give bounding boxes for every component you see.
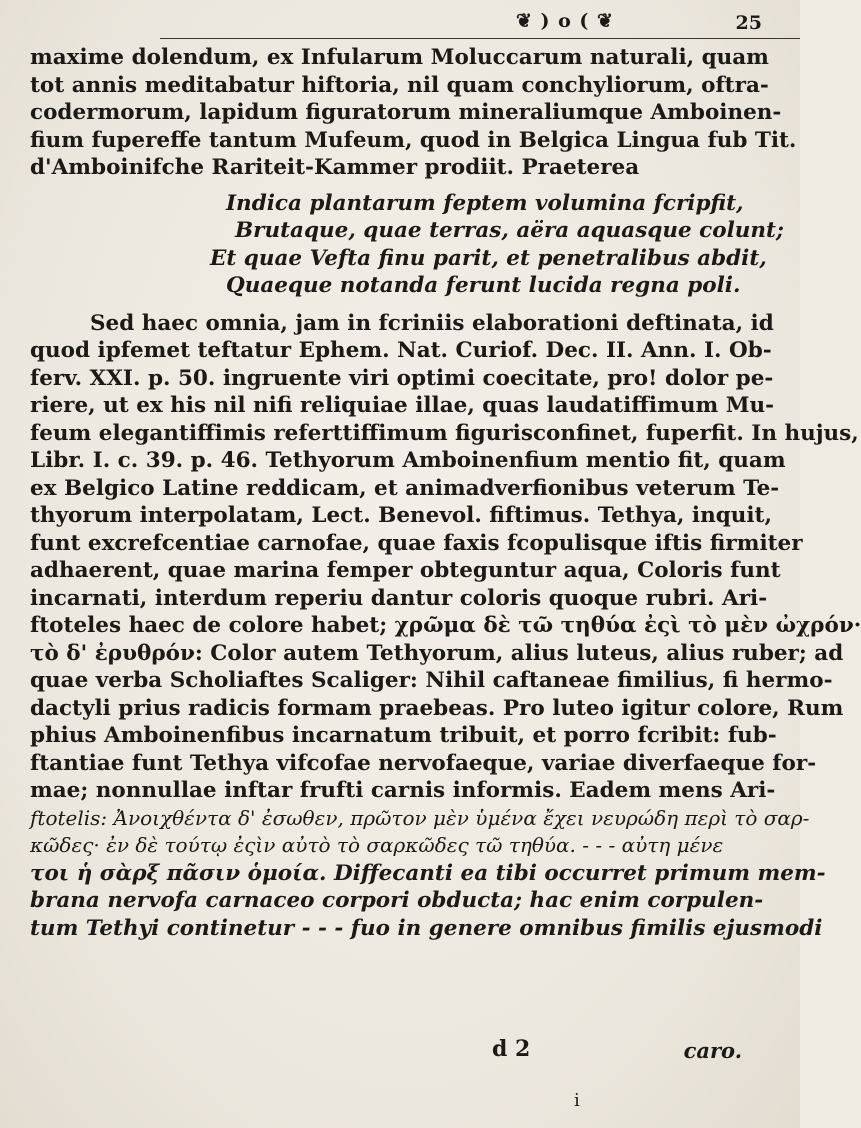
text-line: funt excrefcentiae carnofae, quae faxis fcopulisque iftis firmiter	[30, 530, 803, 556]
text-line: τοι ἡ σὰρξ πᾶσιν ὁμοία. Diffecanti ea tibi occurret primum mem-	[30, 860, 826, 886]
text-line: mae; nonnullae inftar frufti carnis informis. Eadem mens Ari-	[30, 778, 776, 803]
paragraph-2	[30, 310, 861, 943]
text-line: Libr. I. c. 39. p. 46. Tethyorum Amboinenfium mentio fit, quam	[30, 448, 786, 473]
text-line: d'Amboinifche Rariteit-Kammer prodiit. Praeterea	[30, 155, 640, 180]
body-text	[30, 44, 861, 942]
page-number: 25	[735, 12, 762, 34]
text-line: incarnati, interdum reperiu dantur coloris quoque rubri. Ari-	[30, 585, 768, 611]
text-line: ftantiae funt Tethya vifcofae nervofaeque, variae diverfaeque for-	[30, 750, 817, 776]
text-line: codermorum, lapidum figuratorum mineraliumque Amboinen-	[30, 100, 782, 125]
text-line: ex Belgico Latine reddicam, et animadverfionibus veterum Te-	[30, 475, 780, 501]
catchword: caro.	[683, 1038, 742, 1063]
text-line: adhaerent, quae marina femper obteguntur aqua, Coloris funt	[30, 558, 781, 583]
text-line: tot annis meditabatur hiftoria, nil quam conchyliorum, oftra-	[30, 72, 769, 98]
text-line: Sed haec omnia, jam in fcriniis elaborationi deftinata, id	[90, 310, 774, 336]
verse-line: Brutaque, quae terras, aëra aquasque colunt;	[235, 218, 784, 243]
verse-line: Et quae Vefta finu parit, et penetralibus abdit,	[210, 245, 767, 271]
text-line: quod ipfemet teftatur Ephem. Nat. Curiof. Dec. II. Ann. I. Ob-	[30, 338, 772, 363]
text-line: feum elegantiffimis referttiffimum figurisconfinet, fuperfit. In hujus,	[30, 420, 859, 446]
text-line: maxime dolendum, ex Infularum Moluccarum naturali, quam	[30, 45, 769, 70]
text-line: quae verba Scholiaftes Scaliger: Nihil caftaneae fimilius, fi hermo-	[30, 668, 833, 693]
paragraph-1	[30, 44, 797, 182]
text-line: brana nervofa carnaceo corpori obducta; hac enim corpulen-	[30, 888, 764, 913]
text-line: tum Tethyi continetur - - - fuo in genere omnibus fimilis ejusmodi	[30, 915, 823, 941]
verse-line: Indica plantarum feptem volumina fcripfit,	[226, 190, 744, 216]
greek-text-line: κῶδες· ἐν δὲ τούτῳ ἐςὶν αὐτὸ τὸ σαρκῶδες τῶ τηθύα. - - - αὐτη μένε	[30, 833, 724, 857]
text-line: fium fupereffe tantum Mufeum, quod in Belgica Lingua fub Tit.	[30, 127, 797, 153]
text-line: ferv. XXI. p. 50. ingruente viri optimi coecitate, pro! dolor pe-	[30, 365, 774, 391]
greek-text-line: ftotelis: Ἀνοιχθέντα δ' ἐσωθεν, πρῶτον μὲν ὑμένα ἔχει νευρώδη περὶ τὸ σαρ-	[30, 805, 810, 830]
text-line: dactyli prius radicis formam praebeas. Pro luteo igitur colore, Rum	[30, 695, 844, 721]
header-ornament: ❦ ) o ( ❦	[516, 10, 614, 32]
stray-mark: i	[574, 1090, 580, 1111]
text-line: thyorum interpolatam, Lect. Benevol. fiftimus. Tethya, inquit,	[30, 503, 772, 528]
header-rule	[160, 38, 800, 39]
text-line: riere, ut ex his nil nifi reliquiae illae, quas laudatiffimum Mu-	[30, 393, 775, 418]
text-line: phius Amboinenfibus incarnatum tribuit, et porro fcribit: fub-	[30, 723, 777, 748]
signature-mark: d 2	[492, 1036, 531, 1062]
verse-line: Quaeque notanda ferunt lucida regna poli.	[226, 273, 741, 298]
text-line: τὸ δ' ἐρυθρόν: Color autem Tethyorum, alius luteus, alius ruber; ad	[30, 640, 844, 666]
text-line: ftoteles haec de colore habet; χρῶμα δὲ τῶ τηθύα ἐςὶ τὸ μὲν ὠχρόν·	[30, 613, 861, 638]
page-footer	[30, 1036, 772, 1066]
verse-quotation	[30, 190, 784, 300]
running-header	[140, 8, 780, 36]
